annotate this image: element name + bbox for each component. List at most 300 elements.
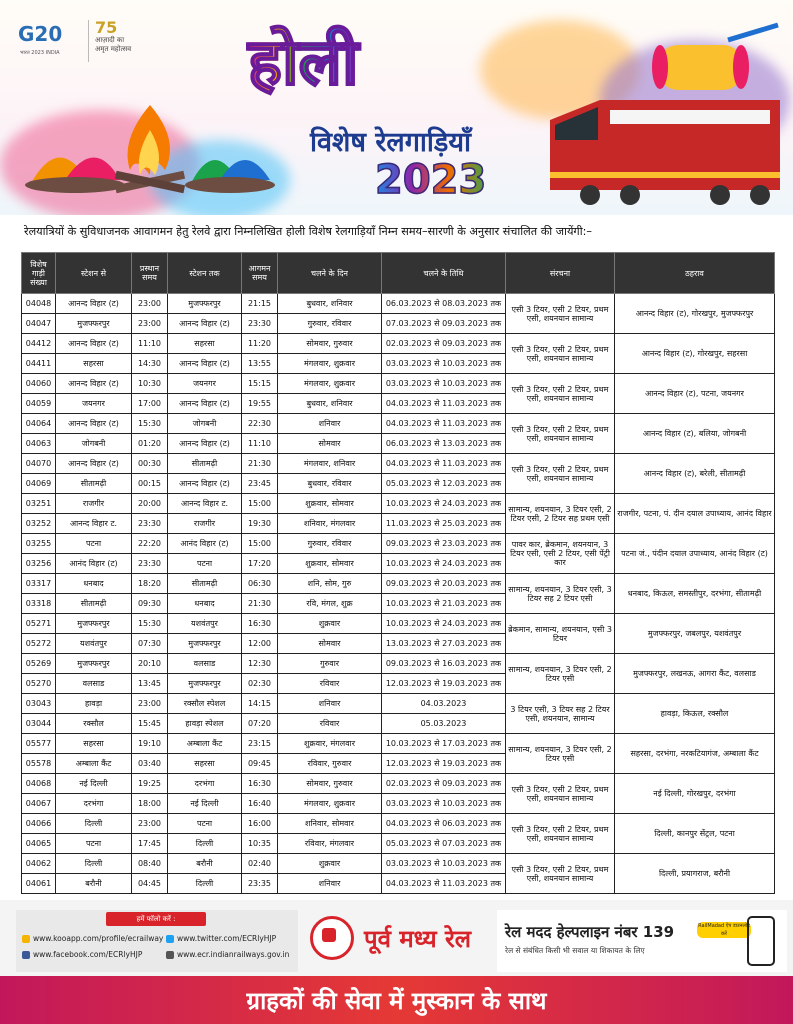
composition-cell: एसी 3 टियर, एसी 2 टियर, प्रथम एसी, शयनयान सामान्य (506, 414, 615, 454)
table-cell: मुजफ्फरपुर (56, 654, 132, 674)
composition-cell: सामान्य, शयनयान, 3 टियर एसी, 2 टियर एसी (506, 734, 615, 774)
table-cell: 09:30 (132, 594, 168, 614)
railmadad-app-badge[interactable]: RailMadad ऐप डाउनलोड करें (698, 923, 750, 937)
facebook-icon (22, 951, 30, 959)
column-header: चलने के दिन (278, 253, 382, 294)
table-cell: आनन्द विहार ट. (56, 514, 132, 534)
table-cell: 09.03.2023 से 20.03.2023 तक (382, 574, 506, 594)
table-cell: 17:45 (132, 834, 168, 854)
table-cell: सीतामढ़ी (56, 594, 132, 614)
table-cell: 23:30 (132, 514, 168, 534)
table-cell: रविवार (278, 714, 382, 734)
website-link[interactable] (166, 950, 289, 959)
table-row (22, 374, 775, 394)
table-cell: 04047 (22, 314, 56, 334)
azadi-line2: अमृत महोत्सव (95, 45, 132, 53)
table-cell: बुधवार, शनिवार (278, 294, 382, 314)
table-cell: 11:10 (132, 334, 168, 354)
table-cell: 13.03.2023 से 27.03.2023 तक (382, 634, 506, 654)
table-cell: धनबाद (168, 594, 242, 614)
bonfire-icon (110, 100, 190, 200)
table-cell: शुक्रवार (278, 854, 382, 874)
table-row (22, 574, 775, 594)
table-cell: 04065 (22, 834, 56, 854)
table-cell: 03.03.2023 से 10.03.2023 तक (382, 794, 506, 814)
table-cell: 15:45 (132, 714, 168, 734)
table-cell: जोगबनी (168, 414, 242, 434)
table-cell: 03.03.2023 से 10.03.2023 तक (382, 854, 506, 874)
table-cell: 17:00 (132, 394, 168, 414)
table-cell: आनन्द विहार (ट) (168, 434, 242, 454)
table-row (22, 494, 775, 514)
table-row (22, 294, 775, 314)
table-cell: शनिवार (278, 694, 382, 714)
table-row (22, 814, 775, 834)
table-cell: 05578 (22, 754, 56, 774)
halts-cell: दिल्ली, कानपुर सेंट्रल, पटना (615, 814, 775, 854)
table-cell: शुक्रवार (278, 614, 382, 634)
table-cell: 23:35 (242, 874, 278, 894)
halts-cell: आनन्द विहार (ट), बलिया, जोगबनी (615, 414, 775, 454)
table-cell: 05.03.2023 (382, 714, 506, 734)
halts-cell: पटना जं., पंदीन दयाल उपाध्याय, आनंद विहार (ट) (615, 534, 775, 574)
composition-cell: सामान्य, शयनयान, 3 टियर एसी, 3 टियर सह 2 टियर एसी (506, 574, 615, 614)
indian-railways-logo-icon (310, 916, 354, 960)
table-cell: सोमवार, गुरुवार (278, 334, 382, 354)
table-cell: शनिवार, मंगलवार (278, 514, 382, 534)
composition-cell: सामान्य, शयनयान, 3 टियर एसी, 2 टियर एसी (506, 654, 615, 694)
composition-cell: एसी 3 टियर, एसी 2 टियर, प्रथम एसी, शयनयान सामान्य (506, 334, 615, 374)
table-cell: मुजफ्फरपुर (56, 614, 132, 634)
table-cell: सहरसा (168, 334, 242, 354)
table-cell: अम्बाला कैंट (168, 734, 242, 754)
table-cell: बरौनी (56, 874, 132, 894)
table-cell: 06.03.2023 से 13.03.2023 तक (382, 434, 506, 454)
special-trains-table (21, 252, 775, 894)
holi-banner (0, 0, 793, 215)
table-cell: नई दिल्ली (56, 774, 132, 794)
table-cell: रवि, मंगल, शुक्र (278, 594, 382, 614)
table-row (22, 694, 775, 714)
table-cell: 00:15 (132, 474, 168, 494)
table-cell: 08:40 (132, 854, 168, 874)
table-cell: मुजफ्फरपुर (168, 674, 242, 694)
table-cell: हावड़ा स्पेशल (168, 714, 242, 734)
railway-zone-name: पूर्व मध्य रेल (364, 924, 472, 953)
table-cell: 03252 (22, 514, 56, 534)
table-cell: 04063 (22, 434, 56, 454)
table-cell: 04:45 (132, 874, 168, 894)
table-cell: 10:35 (242, 834, 278, 854)
table-cell: दिल्ली (168, 834, 242, 854)
intro-text: रेलयात्रियों के सुविधाजनक आवागमन हेतु रेलवे द्वारा निम्नलिखित होली विशेष रेलगाड़ियाँ निम्न समय–सारणी के अनुसार संचालित की जायेंगी:– (24, 225, 592, 238)
helpline-title: रेल मदद हेल्पलाइन नंबर 139 (505, 923, 675, 941)
table-cell: 19:55 (242, 394, 278, 414)
table-cell: 23:00 (132, 814, 168, 834)
table-cell: 04.03.2023 से 11.03.2023 तक (382, 874, 506, 894)
table-cell: 04061 (22, 874, 56, 894)
table-cell: 05271 (22, 614, 56, 634)
table-cell: 02.03.2023 से 09.03.2023 तक (382, 774, 506, 794)
table-cell: पटना (56, 834, 132, 854)
table-cell: 19:10 (132, 734, 168, 754)
halts-cell: दिल्ली, प्रयागराज, बरौनी (615, 854, 775, 894)
table-cell: आनन्द विहार (ट) (168, 394, 242, 414)
column-header: स्टेशन से (56, 253, 132, 294)
table-cell: 04.03.2023 से 06.03.2023 तक (382, 814, 506, 834)
table-cell: 10.03.2023 से 24.03.2023 तक (382, 614, 506, 634)
table-cell: गुरुवार, रविवार (278, 534, 382, 554)
helpline-panel (497, 910, 787, 972)
twitter-url: www.twitter.com/ECRlyHJP (177, 934, 277, 943)
table-cell: वलसाड (168, 654, 242, 674)
g20-subtext: भारत 2023 INDIA (20, 50, 60, 56)
table-cell: 04.03.2023 से 11.03.2023 तक (382, 454, 506, 474)
table-cell: रविवार (278, 674, 382, 694)
koo-icon (22, 935, 30, 943)
table-cell: वलसाड (56, 674, 132, 694)
halts-cell: आनन्द विहार (ट), गोरखपुर, मुजफ्फरपुर (615, 294, 775, 334)
table-cell: दरभंगा (56, 794, 132, 814)
table-cell: 04062 (22, 854, 56, 874)
table-cell: 06:30 (242, 574, 278, 594)
koo-url: www.kooapp.com/profile/ecrailway (33, 934, 164, 943)
table-cell: हावड़ा (56, 694, 132, 714)
table-cell: शुक्रवार, सोमवार (278, 554, 382, 574)
table-cell: मंगलवार, शनिवार (278, 454, 382, 474)
table-cell: यशवंतपुर (56, 634, 132, 654)
table-cell: 03255 (22, 534, 56, 554)
table-cell: 05577 (22, 734, 56, 754)
table-cell: 04048 (22, 294, 56, 314)
table-row (22, 334, 775, 354)
table-cell: 13:55 (242, 354, 278, 374)
banner-subtitle: विशेष रेलगाड़ियाँ (310, 127, 472, 158)
table-cell: 10.03.2023 से 24.03.2023 तक (382, 494, 506, 514)
table-row (22, 534, 775, 554)
composition-cell: एसी 3 टियर, एसी 2 टियर, प्रथम एसी, शयनयान सामान्य (506, 454, 615, 494)
table-cell: अम्बाला कैंट (56, 754, 132, 774)
koo-link[interactable] (22, 934, 163, 943)
table-cell: 23:00 (132, 314, 168, 334)
column-header: विशेष गाड़ी संख्या (22, 253, 56, 294)
table-cell: 02.03.2023 से 09.03.2023 तक (382, 334, 506, 354)
table-cell: 03044 (22, 714, 56, 734)
table-cell: 04070 (22, 454, 56, 474)
table-cell: 10.03.2023 से 21.03.2023 तक (382, 594, 506, 614)
table-row (22, 774, 775, 794)
table-cell: 16:40 (242, 794, 278, 814)
table-cell: सोमवार (278, 434, 382, 454)
table-cell: सोमवार (278, 634, 382, 654)
halts-cell: मुजफ्फरपुर, जबलपुर, यशवंतपुर (615, 614, 775, 654)
twitter-link[interactable] (166, 934, 276, 943)
table-cell: सीतामढ़ी (168, 454, 242, 474)
table-cell: 20:10 (132, 654, 168, 674)
table-cell: 03251 (22, 494, 56, 514)
composition-cell: एसी 3 टियर, एसी 2 टियर, प्रथम एसी, शयनयान सामान्य (506, 854, 615, 894)
table-cell: 19:25 (132, 774, 168, 794)
website-url: www.ecr.indianrailways.gov.in (177, 950, 290, 959)
table-cell: 03318 (22, 594, 56, 614)
table-cell: जयनगर (56, 394, 132, 414)
table-cell: आनन्द विहार (ट) (168, 474, 242, 494)
halts-cell: राजगीर, पटना, पं. दीन दयाल उपाध्याय, आनंद विहार (615, 494, 775, 534)
table-cell: 19:30 (242, 514, 278, 534)
table-cell: 03256 (22, 554, 56, 574)
banner-year: 2023 (375, 157, 487, 203)
column-header: चलने के तिथि (382, 253, 506, 294)
table-cell: 11.03.2023 से 25.03.2023 तक (382, 514, 506, 534)
table-cell: 22:30 (242, 414, 278, 434)
table-cell: मुजफ्फरपुर (168, 294, 242, 314)
table-cell: 04068 (22, 774, 56, 794)
halts-cell: हावड़ा, किऊल, रक्सौल (615, 694, 775, 734)
table-body (22, 294, 775, 894)
table-row (22, 454, 775, 474)
table-cell: 13:45 (132, 674, 168, 694)
table-cell: 07.03.2023 से 09.03.2023 तक (382, 314, 506, 334)
table-cell: पटना (56, 534, 132, 554)
table-cell: 07:20 (242, 714, 278, 734)
table-cell: 01:20 (132, 434, 168, 454)
table-cell: 23:45 (242, 474, 278, 494)
table-cell: सोमवार, गुरुवार (278, 774, 382, 794)
twitter-icon (166, 935, 174, 943)
table-cell: बुधवार, शनिवार (278, 394, 382, 414)
table-row (22, 414, 775, 434)
table-row (22, 614, 775, 634)
azadi-number: 75 (95, 18, 118, 37)
table-cell: 04.03.2023 से 11.03.2023 तक (382, 394, 506, 414)
g20-logo (18, 22, 62, 46)
table-cell: 03043 (22, 694, 56, 714)
table-cell: 15:00 (242, 494, 278, 514)
table-cell: 03.03.2023 से 10.03.2023 तक (382, 354, 506, 374)
azadi-logo (88, 20, 157, 62)
table-cell: 06.03.2023 से 08.03.2023 तक (382, 294, 506, 314)
table-cell: 20:00 (132, 494, 168, 514)
table-cell: 10.03.2023 से 24.03.2023 तक (382, 554, 506, 574)
table-cell: 00:30 (132, 454, 168, 474)
composition-cell: पावर कार, ब्रेकमान, शयनयान, 3 टियर एसी, एसी 2 टियर, एसी पेंट्री कार (506, 534, 615, 574)
table-cell: 18:20 (132, 574, 168, 594)
table-cell: 05.03.2023 से 07.03.2023 तक (382, 834, 506, 854)
table-cell: आनन्द विहार (ट) (56, 334, 132, 354)
table-cell: 21:15 (242, 294, 278, 314)
table-cell: 05270 (22, 674, 56, 694)
column-header: आगमन समय (242, 253, 278, 294)
composition-cell: एसी 3 टियर, एसी 2 टियर, प्रथम एसी, शयनयान सामान्य (506, 814, 615, 854)
composition-cell: एसी 3 टियर, एसी 2 टियर, प्रथम एसी, शयनयान सामान्य (506, 774, 615, 814)
table-cell: 04064 (22, 414, 56, 434)
table-cell: राजगीर (56, 494, 132, 514)
table-cell: रविवार, गुरुवार (278, 754, 382, 774)
table-cell: 17:20 (242, 554, 278, 574)
table-cell: 22:20 (132, 534, 168, 554)
table-cell: 03317 (22, 574, 56, 594)
table-cell: 16:30 (242, 614, 278, 634)
g20-text: G20 (18, 22, 63, 46)
table-cell: शनिवार (278, 874, 382, 894)
table-header-row (22, 253, 775, 294)
table-cell: 02:40 (242, 854, 278, 874)
ecr-branding (310, 916, 471, 960)
table-cell: बुधवार, रविवार (278, 474, 382, 494)
composition-cell: 3 टियर एसी, 3 टियर सह 2 टियर एसी, शयनयान, सामान्य (506, 694, 615, 734)
table-cell: 23:30 (242, 314, 278, 334)
table-cell: 21:30 (242, 454, 278, 474)
table-cell: सहरसा (56, 734, 132, 754)
table-cell: 02:30 (242, 674, 278, 694)
table-cell: 03.03.2023 से 10.03.2023 तक (382, 374, 506, 394)
table-cell: 04.03.2023 (382, 694, 506, 714)
halts-cell: आनन्द विहार (ट), पटना, जयनगर (615, 374, 775, 414)
table-cell: 15:30 (132, 614, 168, 634)
table-cell: सीतामढ़ी (168, 574, 242, 594)
table-cell: शुक्रवार, मंगलवार (278, 734, 382, 754)
table-cell: 14:15 (242, 694, 278, 714)
table-cell: 04059 (22, 394, 56, 414)
table-cell: आनन्द विहार (ट) (56, 374, 132, 394)
banner-title: होली (248, 26, 359, 100)
table-cell: 09.03.2023 से 23.03.2023 तक (382, 534, 506, 554)
table-cell: 04412 (22, 334, 56, 354)
table-cell: मंगलवार, शुक्रवार (278, 374, 382, 394)
table-cell: 11:10 (242, 434, 278, 454)
table-cell: शनिवार, सोमवार (278, 814, 382, 834)
helpline-subtitle: रेल से संबंधित किसी भी सवाल या शिकायत के लिए (505, 946, 645, 955)
table-cell: रविवार, मंगलवार (278, 834, 382, 854)
table-cell: 15:00 (242, 534, 278, 554)
table-cell: 23:00 (132, 694, 168, 714)
table-cell: 23:15 (242, 734, 278, 754)
table-cell: 09:45 (242, 754, 278, 774)
table-cell: 21:30 (242, 594, 278, 614)
azadi-line1: आज़ादी का (95, 36, 125, 44)
table-cell: आनंद विहार (ट) (56, 554, 132, 574)
halts-cell: नई दिल्ली, गोरखपुर, दरभंगा (615, 774, 775, 814)
table-cell: राजगीर (168, 514, 242, 534)
social-links-panel (16, 910, 298, 972)
table-cell: मंगलवार, शुक्रवार (278, 354, 382, 374)
table-cell: 16:00 (242, 814, 278, 834)
table-cell: आनन्द विहार (ट) (168, 314, 242, 334)
table-cell: रक्सौल स्पेशल (168, 694, 242, 714)
table-cell: 05269 (22, 654, 56, 674)
halts-cell: आनन्द विहार (ट), गोरखपुर, सहरसा (615, 334, 775, 374)
globe-icon (166, 951, 174, 959)
table-cell: 10:30 (132, 374, 168, 394)
table-cell: 16:30 (242, 774, 278, 794)
table-cell: आनन्द विहार (ट) (56, 414, 132, 434)
table-cell: 23:30 (132, 554, 168, 574)
follow-us-label: हमें फॉलो करें : (106, 912, 206, 926)
table-cell: 09.03.2023 से 16.03.2023 तक (382, 654, 506, 674)
table-cell: 07:30 (132, 634, 168, 654)
facebook-url: www.facebook.com/ECRlyHJP (33, 950, 143, 959)
table-cell: पटना (168, 554, 242, 574)
column-header: स्टेशन तक (168, 253, 242, 294)
table-cell: 23:00 (132, 294, 168, 314)
table-cell: आनन्द विहार (ट) (56, 294, 132, 314)
facebook-link[interactable] (22, 950, 142, 959)
table-cell: 11:20 (242, 334, 278, 354)
table-cell: मुजफ्फरपुर (168, 634, 242, 654)
table-cell: शनिवार (278, 414, 382, 434)
table-cell: आनन्द विहार ट. (168, 494, 242, 514)
halts-cell: मुजफ्फरपुर, लखनऊ, आगरा कैंट, वलसाड (615, 654, 775, 694)
table-cell: मुजफ्फरपुर (56, 314, 132, 334)
table-cell: दिल्ली (168, 874, 242, 894)
table-cell: गुरुवार (278, 654, 382, 674)
table-cell: 04.03.2023 से 11.03.2023 तक (382, 414, 506, 434)
table-cell: 04411 (22, 354, 56, 374)
table-cell: 04060 (22, 374, 56, 394)
composition-cell: ब्रेकमान, सामान्य, शयनयान, एसी 3 टियर (506, 614, 615, 654)
table-cell: 15:30 (132, 414, 168, 434)
table-cell: आनंद विहार (ट) (168, 534, 242, 554)
tagline: ग्राहकों की सेवा में मुस्कान के साथ (246, 987, 547, 1015)
table-cell: 05272 (22, 634, 56, 654)
table-cell: 03:40 (132, 754, 168, 774)
table-cell: शनि, सोम, गुरु (278, 574, 382, 594)
table-cell: 12.03.2023 से 19.03.2023 तक (382, 754, 506, 774)
column-header: ठहराव (615, 253, 775, 294)
composition-cell: एसी 3 टियर, एसी 2 टियर, प्रथम एसी, शयनयान सामान्य (506, 374, 615, 414)
table-cell: 12:30 (242, 654, 278, 674)
halts-cell: सहरसा, दरभंगा, नरकटियागंज, अम्बाला कैंट (615, 734, 775, 774)
table-cell: गुरुवार, रविवार (278, 314, 382, 334)
table-cell: 05.03.2023 से 12.03.2023 तक (382, 474, 506, 494)
composition-cell: एसी 3 टियर, एसी 2 टियर, प्रथम एसी, शयनयान सामान्य (506, 294, 615, 334)
table-cell: सहरसा (168, 754, 242, 774)
table-cell: 04067 (22, 794, 56, 814)
table-cell: 10.03.2023 से 17.03.2023 तक (382, 734, 506, 754)
table-cell: 12:00 (242, 634, 278, 654)
table-cell: बरौनी (168, 854, 242, 874)
table-cell: 04066 (22, 814, 56, 834)
table-cell: जोगबनी (56, 434, 132, 454)
table-cell: दिल्ली (56, 854, 132, 874)
table-row (22, 654, 775, 674)
table-cell: सीतामढ़ी (56, 474, 132, 494)
table-cell: सहरसा (56, 354, 132, 374)
table-cell: दिल्ली (56, 814, 132, 834)
halts-cell: धनबाद, किऊल, समस्तीपुर, दरभंगा, सीतामढ़ी (615, 574, 775, 614)
table-cell: धनबाद (56, 574, 132, 594)
table-cell: 15:15 (242, 374, 278, 394)
table-cell: 14:30 (132, 354, 168, 374)
table-cell: 18:00 (132, 794, 168, 814)
table-cell: मंगलवार, शुक्रवार (278, 794, 382, 814)
table-cell: यशवंतपुर (168, 614, 242, 634)
table-row (22, 734, 775, 754)
table-cell: पटना (168, 814, 242, 834)
train-locomotive-icon (540, 80, 790, 210)
table-cell: रक्सौल (56, 714, 132, 734)
column-header: संरचना (506, 253, 615, 294)
table-cell: आनन्द विहार (ट) (168, 354, 242, 374)
halts-cell: आनन्द विहार (ट), बरेली, सीतामढ़ी (615, 454, 775, 494)
column-header: प्रस्थान समय (132, 253, 168, 294)
table-cell: 04069 (22, 474, 56, 494)
table-cell: 12.03.2023 से 19.03.2023 तक (382, 674, 506, 694)
table-cell: दरभंगा (168, 774, 242, 794)
phone-icon (747, 916, 775, 966)
composition-cell: सामान्य, शयनयान, 3 टियर एसी, 2 टियर एसी, 2 टियर सह प्रथम एसी (506, 494, 615, 534)
table-cell: नई दिल्ली (168, 794, 242, 814)
